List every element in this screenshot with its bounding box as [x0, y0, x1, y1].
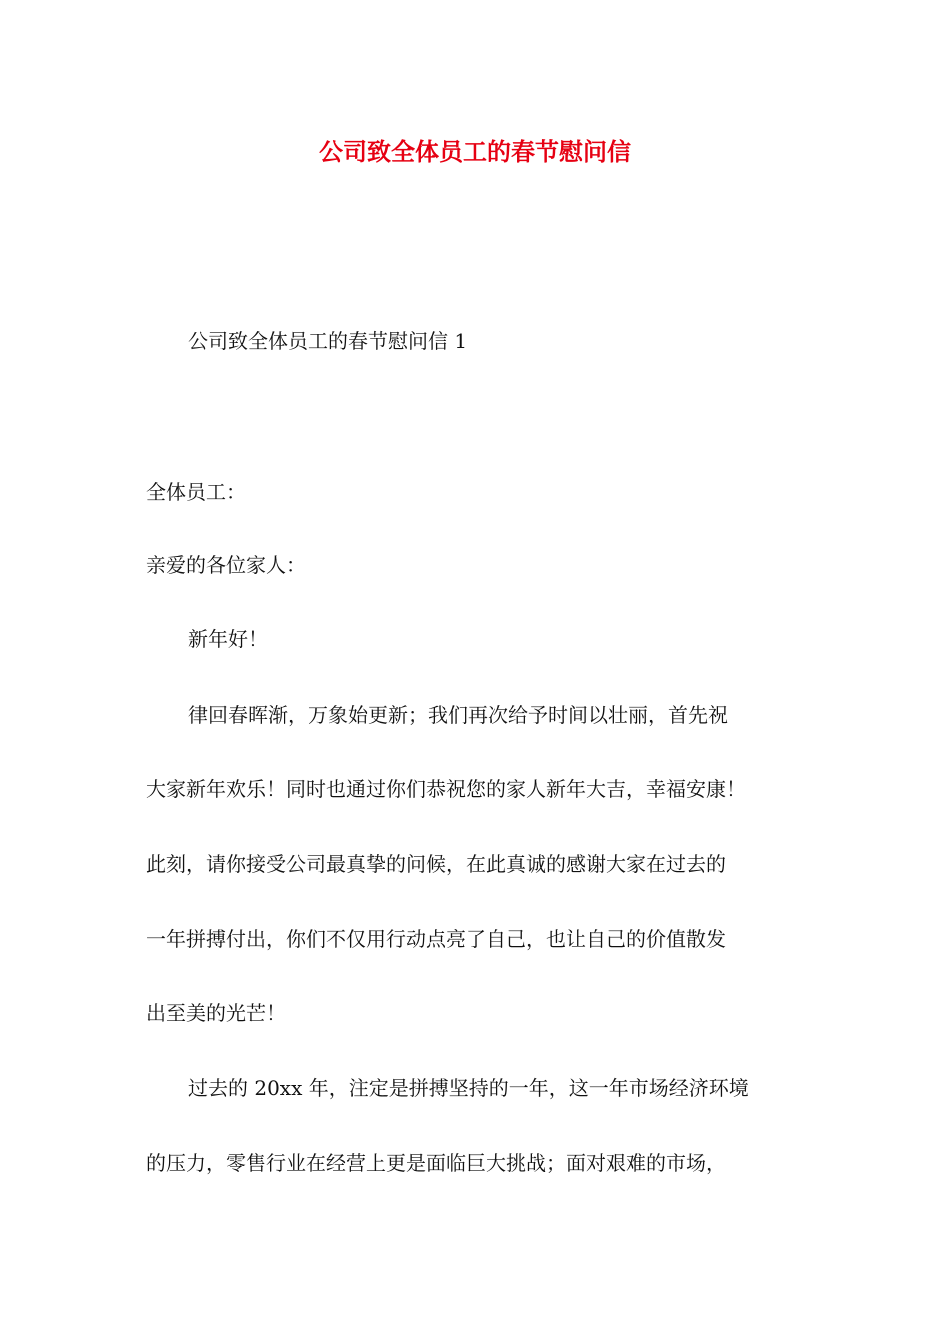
salutation-line: 全体员工：	[146, 480, 246, 504]
document-title: 公司致全体员工的春节慰问信	[319, 137, 631, 166]
section-heading: 公司致全体员工的春节慰问信 1	[188, 329, 468, 353]
body-text-line: 出至美的光芒！	[146, 1001, 286, 1025]
body-text-line: 大家新年欢乐！同时也通过你们恭祝您的家人新年大吉，幸福安康！	[146, 777, 746, 801]
body-text-line: 的压力，零售行业在经营上更是面临巨大挑战；面对艰难的市场，	[146, 1151, 726, 1175]
body-text-line: 律回春晖渐，万象始更新；我们再次给予时间以壮丽，首先祝	[188, 703, 728, 727]
greeting-line: 新年好！	[188, 627, 268, 651]
salutation-line: 亲爱的各位家人：	[146, 553, 306, 577]
body-text-line: 此刻，请你接受公司最真挚的问候，在此真诚的感谢大家在过去的	[146, 852, 726, 876]
body-text-line: 一年拼搏付出，你们不仅用行动点亮了自己，也让自己的价值散发	[146, 927, 726, 951]
body-text-line: 过去的 20xx 年，注定是拼搏坚持的一年，这一年市场经济环境	[188, 1076, 749, 1100]
